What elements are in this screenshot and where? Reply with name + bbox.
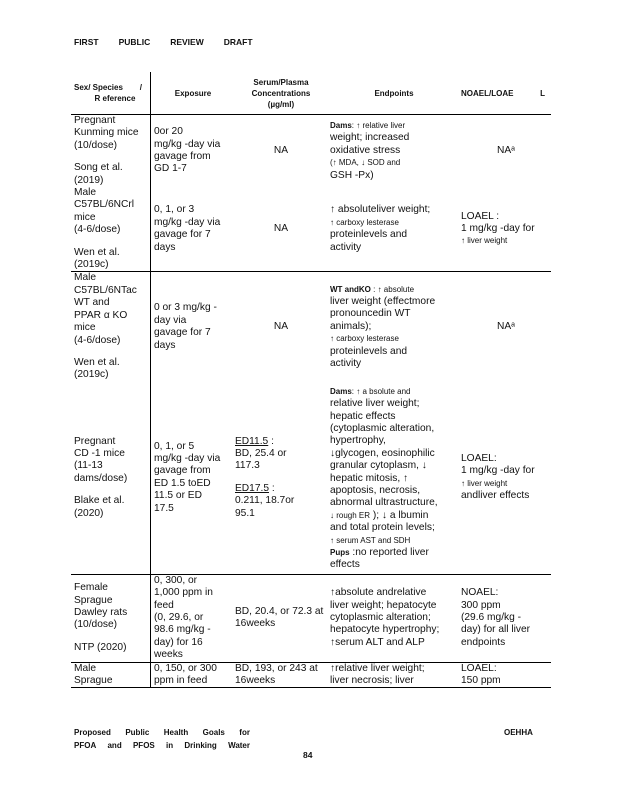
exposure-cell: 0 or 3 mg/kg - day via gavage for 7 days bbox=[151, 272, 233, 382]
noael-cell: NAᵃ bbox=[497, 144, 515, 156]
header-noael: NOAEL/LOAE L bbox=[458, 72, 551, 115]
header-endpoints: Endpoints bbox=[327, 72, 458, 115]
page-number: 84 bbox=[303, 750, 313, 760]
header-word: PUBLIC bbox=[118, 37, 151, 47]
serum-cell: ED11.5 : BD, 25.4 or 117.3 ED17.5 : 0.211, 18.7or 95.1 bbox=[232, 382, 327, 575]
header-exposure: Exposure bbox=[151, 72, 233, 115]
header-word: DRAFT bbox=[223, 37, 253, 47]
header-word: FIRST bbox=[74, 37, 99, 47]
endpoints-cell: Dams: ↑ a bsolute and relative liver weight; hepatic effects (cytoplasmic alteration, hypertrophy, ↓glycogen, eosinophilic granular cytoplasm, ↓ hepatic mitosis, ↑ apoptosis, necrosis, abnormal ultrastructure, ↓ rough ER ); ↓ a lbumin and total protein levels; ↑ serum AST and SDH Pups :no reported liver effects bbox=[327, 382, 458, 575]
page-header bbox=[74, 37, 273, 47]
exposure-cell: 0, 150, or 300 ppm in feed bbox=[151, 662, 233, 688]
serum-cell: BD, 193, or 243 at 16weeks bbox=[232, 662, 327, 688]
species-cell: Female Sprague Dawley rats (10/dose) NTP (2020) bbox=[71, 574, 151, 662]
table-row bbox=[71, 187, 551, 272]
table-header-row bbox=[71, 72, 551, 115]
noael-cell: NAᵃ bbox=[497, 320, 515, 332]
noael-cell: NOAEL: 300 ppm (29.6 mg/kg - day) for all liver endpoints bbox=[458, 574, 551, 662]
noael-cell: LOAEL: 1 mg/kg -day for ↑ liver weight andliver effects bbox=[458, 382, 551, 575]
species-cell: Male Sprague bbox=[71, 662, 151, 688]
exposure-cell: 0or 20 mg/kg -day via gavage from GD 1-7 bbox=[151, 115, 233, 188]
footer-agency: OEHHA bbox=[504, 728, 533, 737]
endpoints-cell: ↑ absoluteliver weight; ↑ carboxy lesterase proteinlevels and activity bbox=[327, 187, 458, 272]
species-cell: Pregnant CD -1 mice (11-13 dams/dose) Blake et al. (2020) bbox=[71, 382, 151, 575]
serum-cell: NA bbox=[273, 144, 289, 156]
table-row bbox=[71, 272, 551, 382]
species-cell: Male C57BL/6NCrl mice (4-6/dose) Wen et al. (2019c) bbox=[71, 187, 151, 272]
table-row bbox=[71, 662, 551, 688]
species-cell: Pregnant Kunming mice (10/dose) Song et al. (2019) bbox=[74, 115, 139, 186]
liver-effects-table bbox=[71, 72, 551, 688]
exposure-cell: 0, 1, or 5 mg/kg -day via gavage from ED 1.5 toED 11.5 or ED 17.5 bbox=[151, 382, 233, 575]
exposure-cell: 0, 1, or 3 mg/kg -day via gavage for 7 days bbox=[151, 187, 233, 272]
header-species: Sex/ Species / R eference bbox=[71, 72, 151, 115]
serum-cell: NA bbox=[232, 187, 327, 272]
serum-cell: BD, 20.4, or 72.3 at 16weeks bbox=[232, 574, 327, 662]
table-row bbox=[71, 115, 551, 188]
endpoints-cell: ↑relative liver weight; liver necrosis; liver bbox=[327, 662, 458, 688]
noael-cell: LOAEL : 1 mg/kg -day for ↑ liver weight bbox=[458, 187, 551, 272]
footer-title: Proposed Public Health Goals for PFOA and PFOS in Drinking Water bbox=[74, 728, 250, 750]
header-word: REVIEW bbox=[170, 37, 204, 47]
endpoints-cell: ↑absolute andrelative liver weight; hepatocyte cytoplasmic alteration; hepatocyte hypertrophy; ↑serum ALT and ALP bbox=[327, 574, 458, 662]
header-serum: Serum/Plasma Concentrations (µg/ml) bbox=[232, 72, 327, 115]
endpoints-cell: WT andKO : ↑ absolute liver weight (effectmore pronouncedin WT animals); ↑ carboxy lesterase proteinlevels and activity bbox=[330, 284, 436, 370]
noael-cell: LOAEL: 150 ppm bbox=[458, 662, 551, 688]
table-row bbox=[71, 574, 551, 662]
serum-cell: NA bbox=[273, 320, 289, 332]
exposure-cell: 0, 300, or 1,000 ppm in feed (0, 29.6, or 98.6 mg/kg - day) for 16 weeks bbox=[151, 574, 233, 662]
table-row bbox=[71, 382, 551, 575]
species-cell: Male C57BL/6NTac WT and PPAR α KO mice (4-6/dose) Wen et al. (2019c) bbox=[74, 272, 137, 381]
endpoints-cell: Dams: ↑ relative liver weight; increased oxidative stress (↑ MDA, ↓ SOD and GSH -Px) bbox=[330, 121, 410, 181]
